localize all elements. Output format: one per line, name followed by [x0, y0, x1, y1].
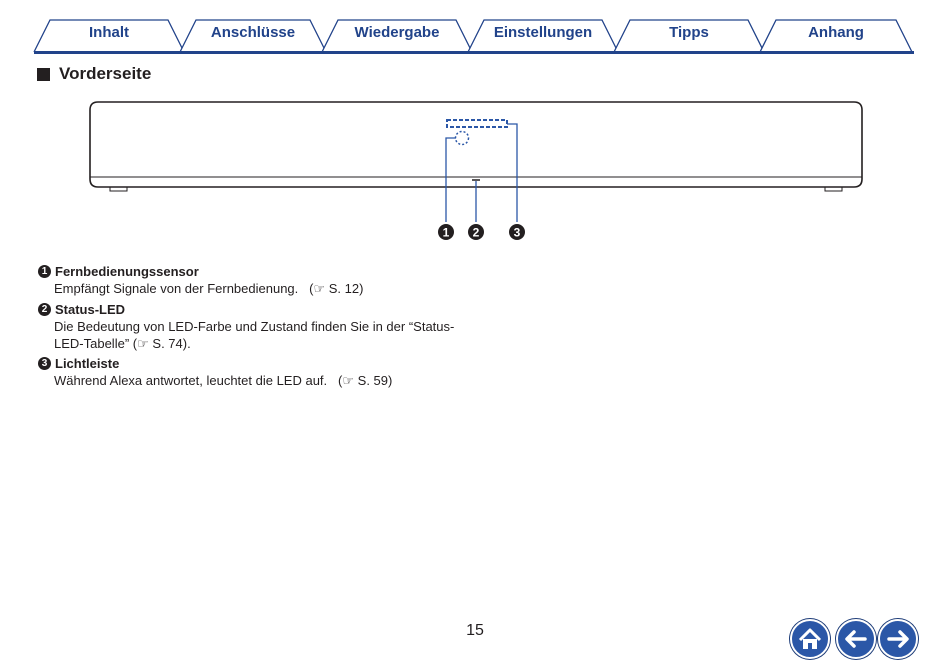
page-ref-link[interactable]: [331, 373, 393, 388]
item-number: 1: [38, 265, 51, 278]
pointing-hand-icon: ☞: [313, 282, 326, 297]
soundbar-front-illustration: [0, 95, 950, 245]
tab-anschluesse[interactable]: Anschlüsse: [210, 24, 296, 41]
heading-square-icon: [37, 68, 50, 81]
item-text-line: LED-Tabelle”: [54, 336, 130, 351]
back-button[interactable]: [836, 619, 876, 659]
item-text-line: Empfängt Signale von der Fernbedienung.: [54, 281, 299, 296]
item-remote-sensor: [38, 262, 464, 298]
tab-inhalt[interactable]: Inhalt: [89, 24, 129, 41]
soundbar-body: [90, 102, 862, 187]
arrow-left-icon: [838, 621, 874, 657]
item-description: [54, 280, 464, 298]
ref-page: S. 12): [328, 281, 364, 296]
page-ref-link[interactable]: [133, 336, 191, 351]
tab-anhang[interactable]: Anhang: [808, 24, 864, 41]
item-title: Lichtleiste: [55, 355, 120, 371]
item-light-bar: [38, 354, 464, 390]
item-description: [54, 318, 464, 353]
callout-number-3: 3: [513, 225, 521, 240]
item-text-line: Während Alexa antwortet, leuchtet die LED auf.: [54, 373, 328, 388]
callout-number-1: 1: [442, 225, 450, 240]
ref-page: S. 74).: [152, 336, 191, 351]
item-head: [38, 262, 464, 280]
callout-number-2: 2: [472, 225, 480, 240]
tab-wiedergabe[interactable]: Wiedergabe: [354, 24, 440, 41]
page-ref-link[interactable]: [302, 281, 364, 296]
home-icon: [792, 621, 828, 657]
tab-baseline: [34, 51, 914, 54]
item-head: [38, 300, 464, 318]
ref-open: (: [132, 336, 138, 351]
item-title: Fernbedienungssensor: [55, 263, 199, 279]
arrow-right-icon: [880, 621, 916, 657]
ref-open: (: [309, 281, 314, 296]
forward-button[interactable]: [878, 619, 918, 659]
tab-einstellungen[interactable]: Einstellungen: [493, 24, 593, 41]
item-title: Status-LED: [55, 301, 126, 317]
ref-page: S. 59): [357, 373, 393, 388]
item-number: 3: [38, 357, 51, 370]
ref-open: (: [338, 373, 343, 388]
pointing-hand-icon: ☞: [137, 337, 149, 352]
item-head: [38, 354, 464, 372]
pointing-hand-icon: ☞: [342, 374, 355, 389]
tab-tipps[interactable]: Tipps: [669, 24, 709, 41]
page-number: 15: [466, 622, 484, 639]
item-number: 2: [38, 303, 51, 316]
item-description: [54, 372, 464, 390]
section-heading: [37, 62, 151, 86]
item-status-led: [38, 300, 464, 353]
item-text-line: Die Bedeutung von LED-Farbe und Zustand finden Sie in der “Status-: [54, 319, 455, 334]
home-button[interactable]: [790, 619, 830, 659]
section-title: Vorderseite: [59, 64, 152, 83]
